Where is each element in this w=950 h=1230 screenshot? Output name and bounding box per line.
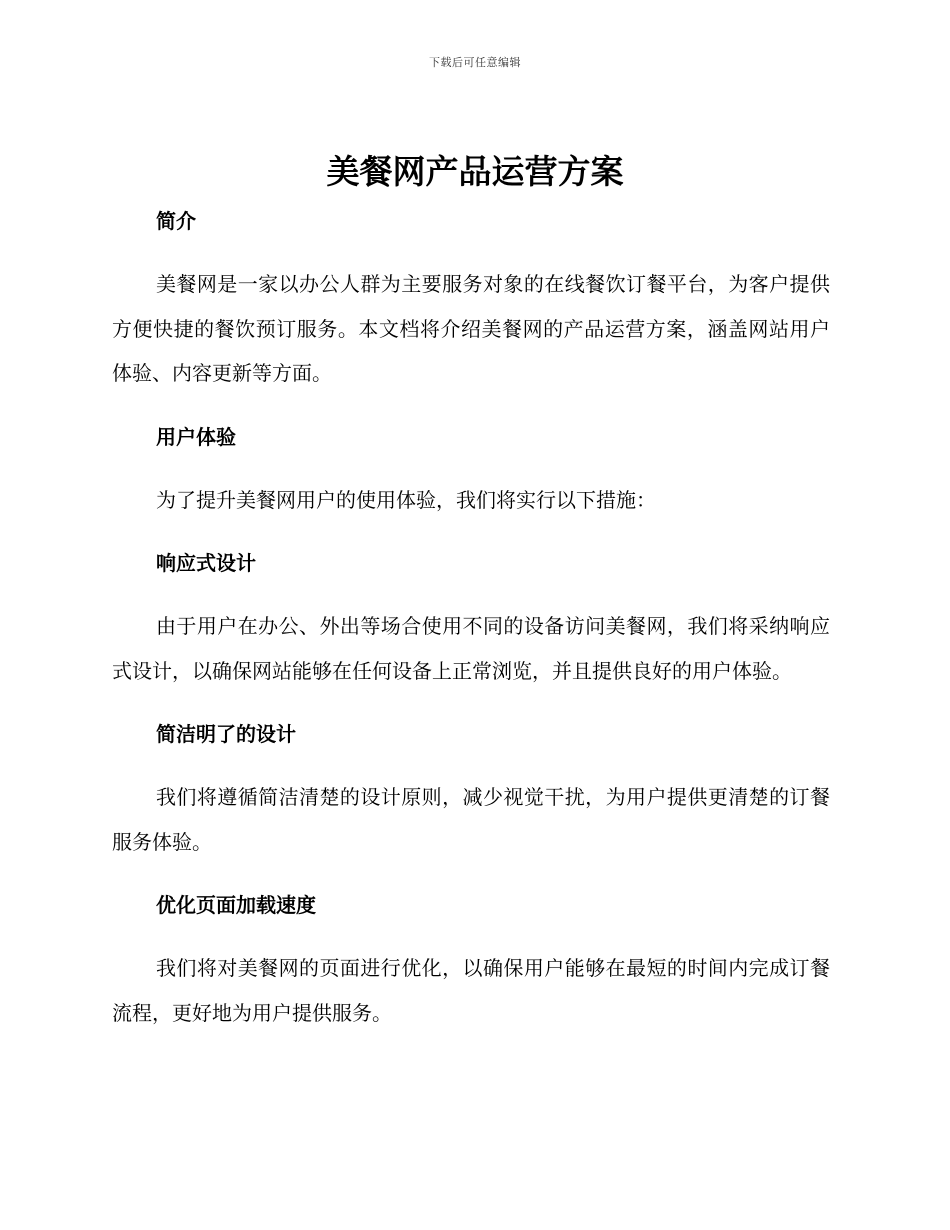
section-paragraph: 美餐网是一家以办公人群为主要服务对象的在线餐饮订餐平台，为客户提供方便快捷的餐饮预订服务。本文档将介绍美餐网的产品运营方案，涵盖网站用户体验、内容更新等方面。 <box>112 272 830 385</box>
section-intro <box>112 206 830 396</box>
section-paragraph: 为了提升美餐网用户的使用体验，我们将实行以下措施： <box>156 487 656 512</box>
document-body <box>112 206 830 1061</box>
section-simple-design <box>112 719 830 864</box>
section-responsive-design <box>112 548 830 693</box>
section-paragraph: 我们将遵循简洁清楚的设计原则，减少视觉干扰，为用户提供更清楚的订餐服务体验。 <box>112 785 830 854</box>
document-title: 美餐网产品运营方案 <box>326 152 624 191</box>
section-paragraph: 由于用户在办公、外出等场合使用不同的设备访问美餐网，我们将采纳响应式设计，以确保网站能够在任何设备上正常浏览，并且提供良好的用户体验。 <box>112 614 830 683</box>
section-heading: 优化页面加载速度 <box>156 893 316 917</box>
section-page-speed <box>112 890 830 1035</box>
section-user-experience <box>112 422 830 523</box>
section-paragraph: 我们将对美餐网的页面进行优化，以确保用户能够在最短的时间内完成订餐流程，更好地为用户提供服务。 <box>112 956 830 1025</box>
header-note: 下载后可任意编辑 <box>429 56 521 69</box>
section-heading: 用户体验 <box>156 424 236 449</box>
section-heading: 响应式设计 <box>156 551 256 575</box>
section-heading: 简介 <box>156 209 196 233</box>
section-heading: 简洁明了的设计 <box>156 722 296 746</box>
